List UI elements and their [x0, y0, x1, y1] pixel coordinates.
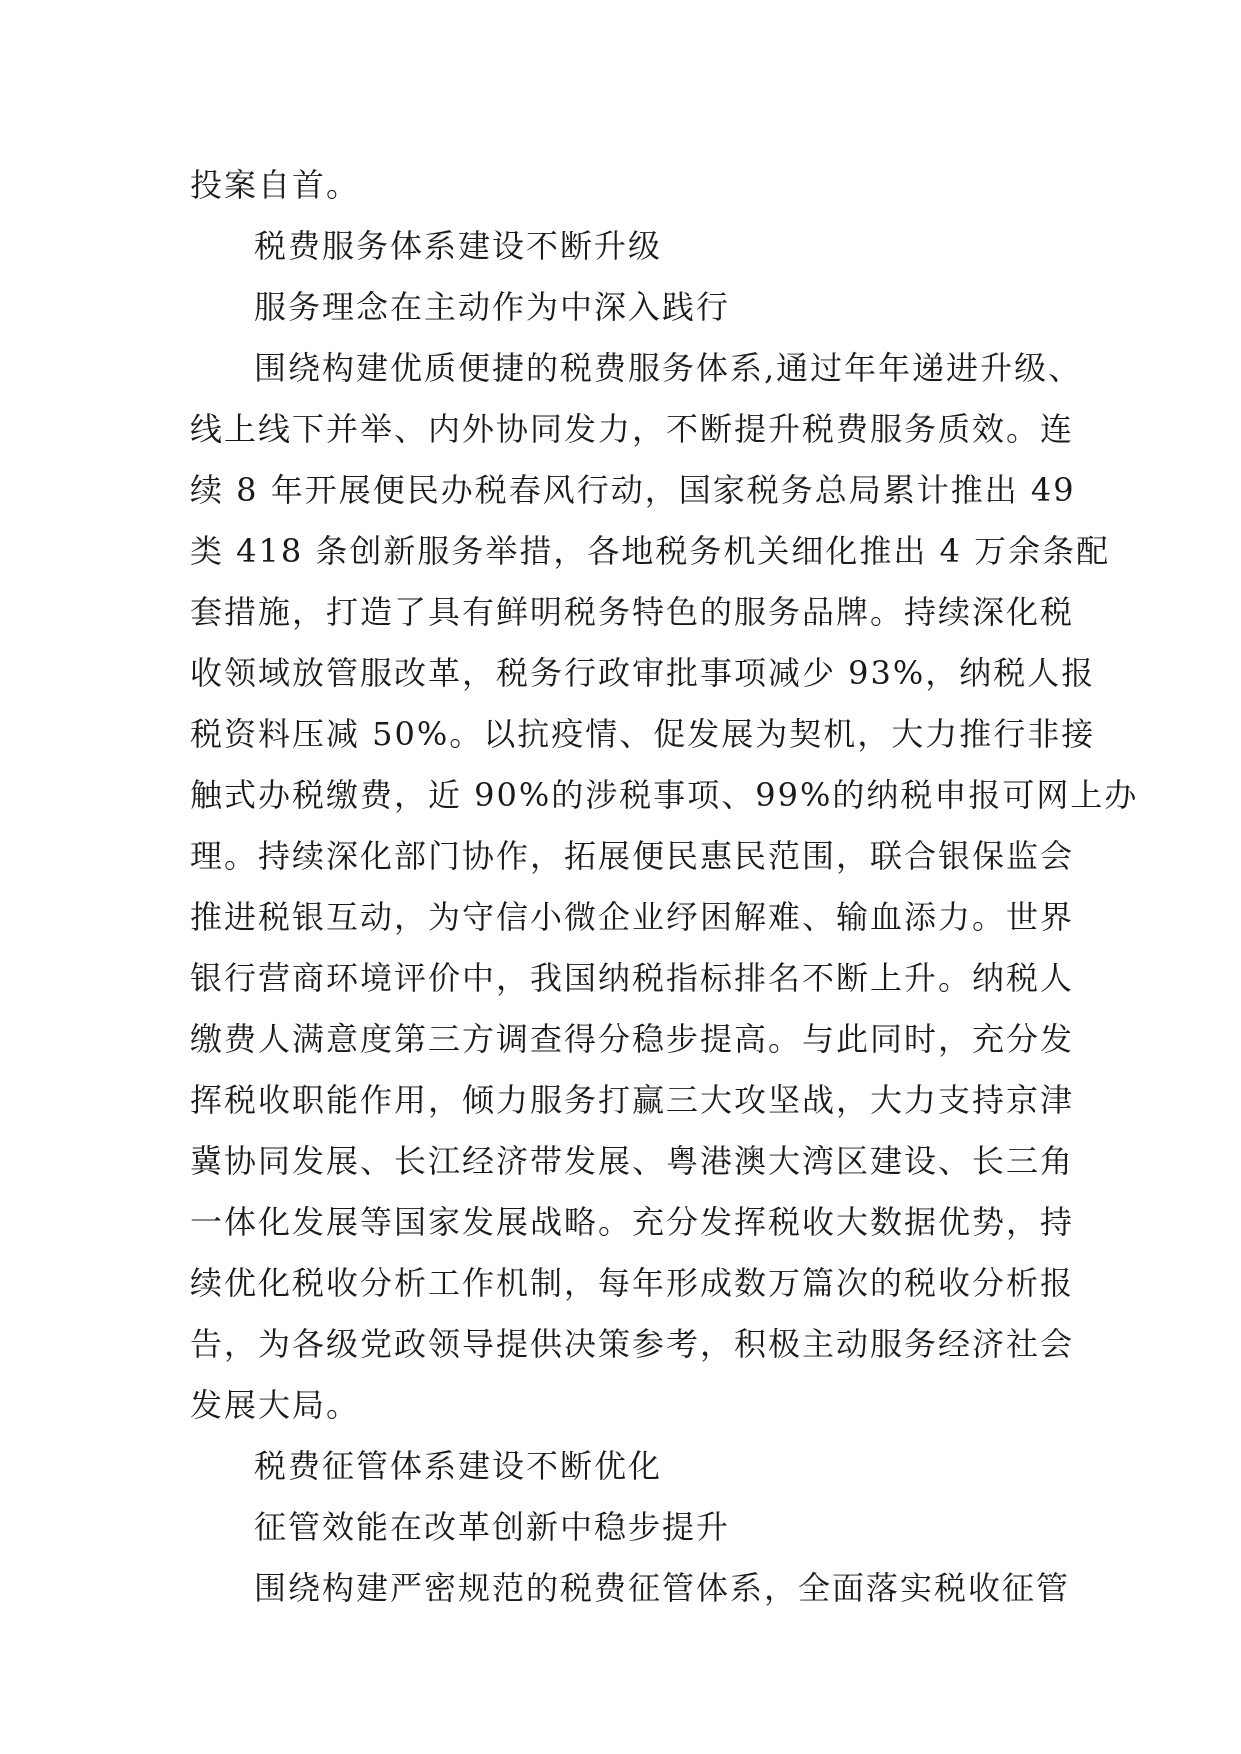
paragraph-line: 发展大局。 — [190, 1386, 361, 1424]
paragraph-line: 续 8 年开展便民办税春风行动，国家税务总局累计推出 49 — [190, 471, 1076, 509]
paragraph-line: 银行营商环境评价中，我国纳税指标排名不断上升。纳税人 — [190, 959, 1075, 997]
paragraph-line: 线上线下并举、内外协同发力，不断提升税费服务质效。连 — [190, 410, 1075, 448]
paragraph-line: 告，为各级党政领导提供决策参考，积极主动服务经济社会 — [190, 1325, 1075, 1363]
paragraph-line: 围绕构建严密规范的税费征管体系，全面落实税收征管 — [254, 1569, 1071, 1607]
paragraph-line: 投案自首。 — [190, 166, 361, 204]
paragraph-line: 理。持续深化部门协作，拓展便民惠民范围，联合银保监会 — [190, 837, 1075, 875]
paragraph-line: 围绕构建优质便捷的税费服务体系,通过年年递进升级、 — [254, 349, 1083, 387]
section-heading: 税费服务体系建设不断升级 — [254, 227, 663, 265]
paragraph-line: 一体化发展等国家发展战略。充分发挥税收大数据优势，持 — [190, 1203, 1075, 1241]
section-heading: 税费征管体系建设不断优化 — [254, 1447, 663, 1485]
paragraph-line: 税资料压减 50%。以抗疫情、促发展为契机，大力推行非接 — [190, 715, 1096, 753]
paragraph-line: 缴费人满意度第三方调查得分稳步提高。与此同时，充分发 — [190, 1020, 1075, 1058]
paragraph-line: 推进税银互动，为守信小微企业纾困解难、输血添力。世界 — [190, 898, 1075, 936]
paragraph-line: 触式办税缴费，近 90%的涉税事项、99%的纳税申报可网上办 — [190, 776, 1139, 814]
paragraph-line: 收领域放管服改革，税务行政审批事项减少 93%，纳税人报 — [190, 654, 1096, 692]
section-subheading: 征管效能在改革创新中稳步提升 — [254, 1508, 731, 1546]
paragraph-line: 冀协同发展、长江经济带发展、粤港澳大湾区建设、长三角 — [190, 1142, 1075, 1180]
paragraph-line: 套措施，打造了具有鲜明税务特色的服务品牌。持续深化税 — [190, 593, 1075, 631]
section-subheading: 服务理念在主动作为中深入践行 — [254, 288, 731, 326]
paragraph-line: 挥税收职能作用，倾力服务打赢三大攻坚战，大力支持京津 — [190, 1081, 1075, 1119]
document-body — [190, 155, 1139, 1619]
paragraph-line: 续优化税收分析工作机制，每年形成数万篇次的税收分析报 — [190, 1264, 1075, 1302]
paragraph-line: 类 418 条创新服务举措，各地税务机关细化推出 4 万余条配 — [190, 532, 1111, 570]
